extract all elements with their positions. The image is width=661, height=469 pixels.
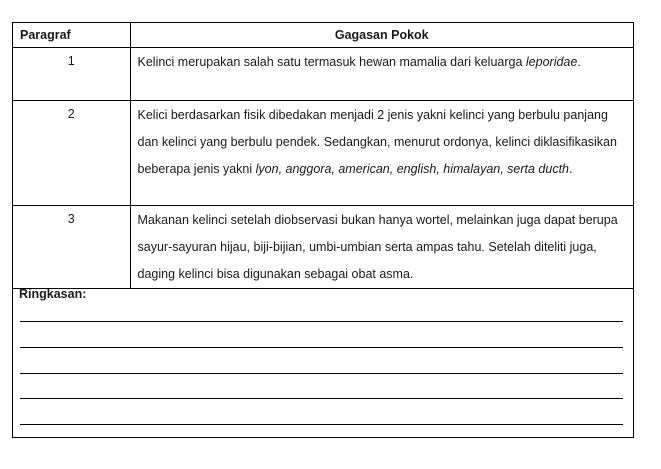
main-idea-text bbox=[130, 206, 633, 289]
main-idea-plain: Makanan kelinci setelah diobservasi bukan hanya wortel, melainkan juga dapat berupa sayur-sayuran hijau, biji-bijian, umbi-umbian serta ampas tahu. Setelah diteliti juga, daging kelinci bisa digunakan sebagai obat asma. bbox=[137, 213, 618, 281]
summary-writing-line[interactable] bbox=[20, 321, 623, 322]
summary-writing-line[interactable] bbox=[20, 398, 623, 399]
paragraph-number: 3 bbox=[13, 206, 130, 289]
header-paragraph: Paragraf bbox=[13, 23, 130, 48]
main-idea-plain: Kelici berdasarkan fisik dibedakan menjadi 2 jenis yakni kelinci yang berbulu panjang dan kelinci yang berbulu pendek. Sedangkan, menurut ordonya, kelinci diklasifikasikan beberapa jenis yakni bbox=[137, 108, 617, 176]
main-idea-text bbox=[130, 101, 633, 206]
table-row bbox=[13, 48, 633, 101]
main-idea-text bbox=[130, 48, 633, 101]
main-idea-italic: lyon, anggora, american, english, himalayan, serta ducth bbox=[255, 162, 570, 176]
paragraph-number: 2 bbox=[13, 101, 130, 206]
table-header-row bbox=[13, 23, 633, 48]
main-idea-plain: Kelinci merupakan salah satu termasuk hewan mamalia dari keluarga bbox=[137, 55, 526, 69]
summary-label: Ringkasan: bbox=[19, 287, 87, 301]
worksheet-table bbox=[12, 22, 634, 438]
summary-writing-line[interactable] bbox=[20, 373, 623, 374]
main-idea-after: . bbox=[577, 55, 581, 69]
table-row bbox=[13, 206, 633, 289]
summary-writing-line[interactable] bbox=[20, 424, 623, 425]
header-main-idea: Gagasan Pokok bbox=[130, 23, 633, 48]
main-ideas-table bbox=[13, 23, 633, 289]
paragraph-number: 1 bbox=[13, 48, 130, 101]
table-row bbox=[13, 101, 633, 206]
main-idea-after: . bbox=[569, 162, 573, 176]
main-idea-italic: leporidae bbox=[525, 55, 578, 69]
summary-writing-line[interactable] bbox=[20, 347, 623, 348]
